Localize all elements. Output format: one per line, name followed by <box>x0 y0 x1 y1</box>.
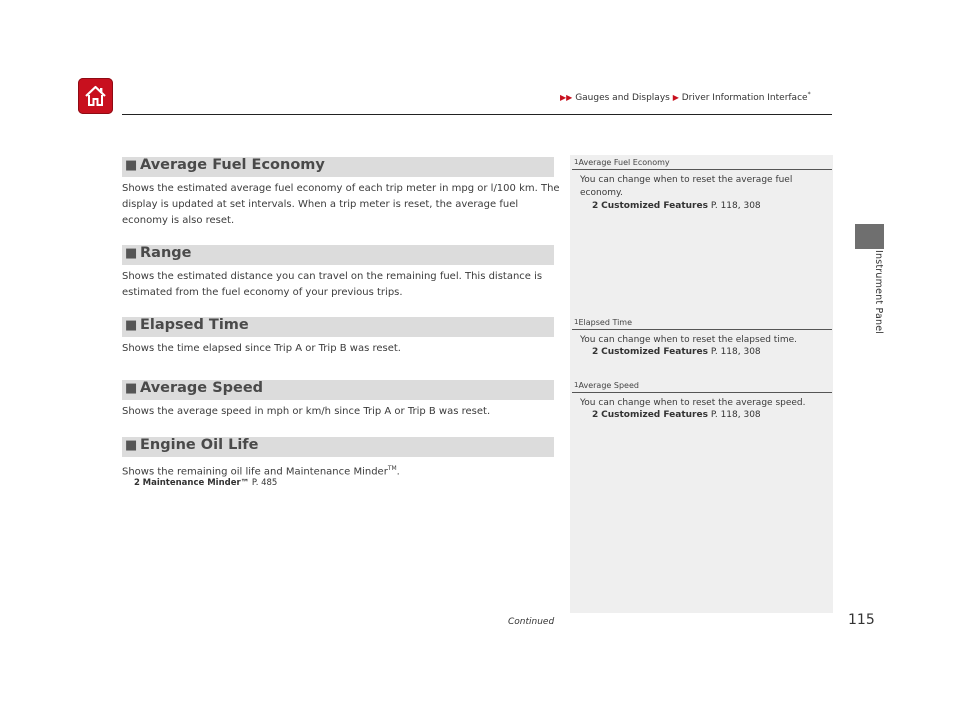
home-button[interactable] <box>78 78 113 114</box>
paragraph-range: Shows the estimated distance you can travel on the remaining fuel. This distance is estimated from the fuel economy of your previous trips. <box>122 271 543 298</box>
breadcrumb-arrow-icon: ▶ <box>672 93 679 102</box>
link-customized-features[interactable]: 2 Customized Features P. 118, 308 <box>592 201 761 211</box>
note-title-elapsed-time: 1Elapsed Time <box>574 318 633 327</box>
heading-engine-oil-life: ■ Engine Oil Life <box>122 437 554 457</box>
heading-range: ■ Range <box>122 245 554 265</box>
link-maintenance-minder[interactable]: 2 Maintenance Minder™ P. 485 <box>134 478 278 488</box>
breadcrumb-item-dii[interactable]: Driver Information Interface <box>681 93 808 103</box>
breadcrumb-item-gauges[interactable]: Gauges and Displays <box>575 93 670 103</box>
note-title-average-speed: 1Average Speed <box>574 381 639 390</box>
note-text-elapsed-time: You can change when to reset the elapsed time. <box>580 335 797 345</box>
note-rule <box>572 169 832 170</box>
cross-reference-icon: 2 <box>134 478 140 488</box>
paragraph-elapsed-time: Shows the time elapsed since Trip A or Trip B was reset. <box>122 343 401 354</box>
cross-reference-icon: 2 <box>592 347 599 357</box>
chapter-tab[interactable] <box>855 224 884 249</box>
note-title-average-fuel-economy: 1Average Fuel Economy <box>574 158 670 167</box>
continued-label: Continued <box>508 617 555 627</box>
paragraph-average-speed: Shows the average speed in mph or km/h since Trip A or Trip B was reset. <box>122 406 491 417</box>
square-bullet-icon: ■ <box>125 158 138 173</box>
breadcrumb-arrow-icon: ▶▶ <box>560 93 573 102</box>
note-text-average-speed: You can change when to reset the average speed. <box>580 398 806 408</box>
note-text-average-fuel-economy: You can change when to reset the average fuel economy. <box>580 175 793 198</box>
paragraph-average-fuel-economy: Shows the estimated average fuel economy of each trip meter in mpg or l/100 km. The display is updated at set intervals. When a trip meter is reset, the average fuel economy is also reset. <box>122 183 560 226</box>
page-number: 115 <box>848 612 875 628</box>
link-customized-features[interactable]: 2 Customized Features P. 118, 308 <box>592 410 761 420</box>
note-rule <box>572 392 832 393</box>
breadcrumb-asterisk: * <box>807 91 811 98</box>
note-rule <box>572 329 832 330</box>
breadcrumb <box>560 91 811 103</box>
cross-reference-icon: 2 <box>592 410 599 420</box>
square-bullet-icon: ■ <box>125 381 138 396</box>
square-bullet-icon: ■ <box>125 318 138 333</box>
heading-average-fuel-economy: ■ Average Fuel Economy <box>122 157 554 177</box>
cross-reference-icon: 2 <box>592 201 599 211</box>
header-rule <box>122 114 832 115</box>
heading-elapsed-time: ■ Elapsed Time <box>122 317 554 337</box>
square-bullet-icon: ■ <box>125 438 138 453</box>
home-icon <box>84 84 107 108</box>
heading-average-speed: ■ Average Speed <box>122 380 554 400</box>
paragraph-engine-oil-life: Shows the remaining oil life and Maintenance Minder™. <box>122 465 400 478</box>
link-customized-features[interactable]: 2 Customized Features P. 118, 308 <box>592 347 761 357</box>
square-bullet-icon: ■ <box>125 246 138 261</box>
chapter-label: Instrument Panel <box>873 250 884 335</box>
